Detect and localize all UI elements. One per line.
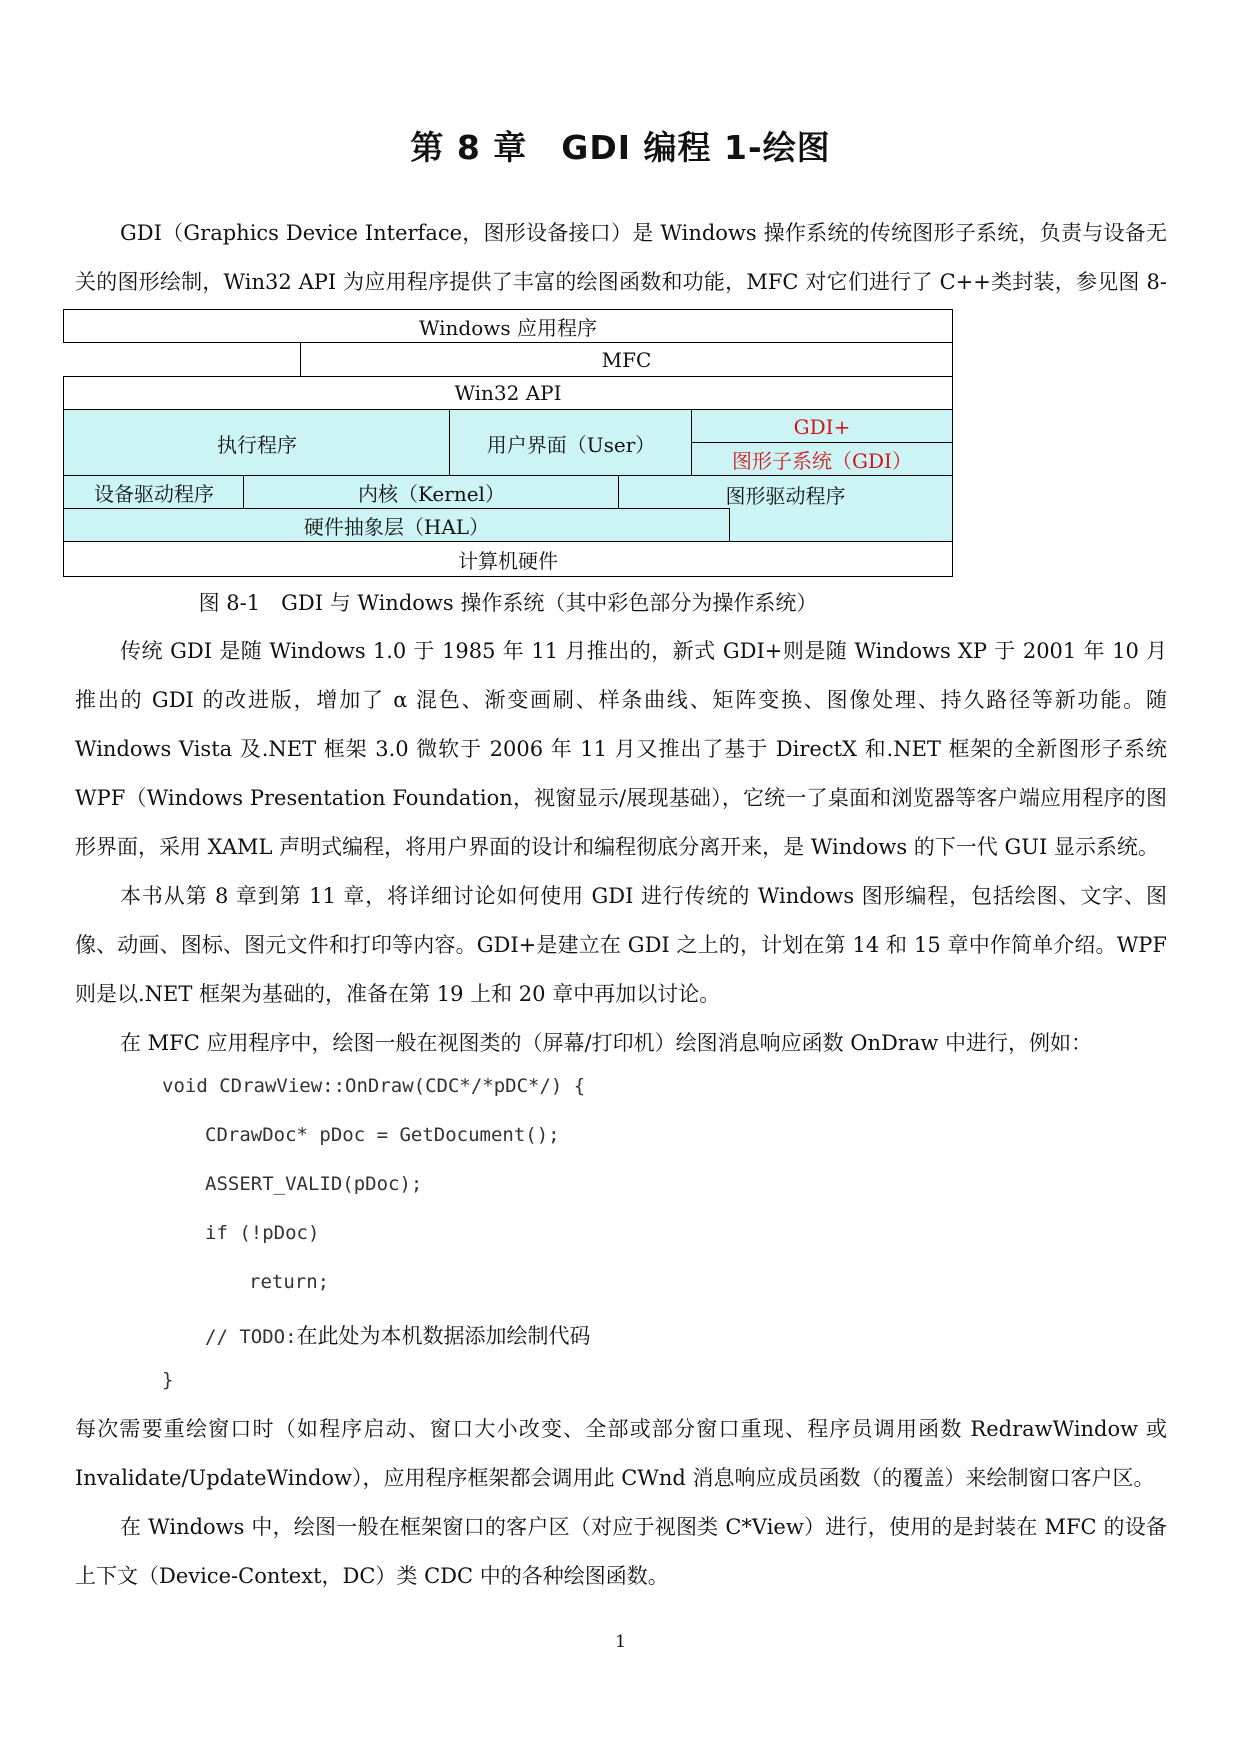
code-line-2: CDrawDoc* pDoc = GetDocument(); xyxy=(205,1124,560,1146)
gdi-plus-layer: GDI+ xyxy=(691,409,953,444)
code-line-4: if (!pDoc) xyxy=(205,1222,320,1244)
code-line-1: void CDrawView::OnDraw(CDC*/*pDC*/) { xyxy=(162,1075,586,1097)
user-interface-layer: 用户界面（User） xyxy=(449,409,693,477)
figure-caption: 图 8-1 GDI 与 Windows 操作系统（其中彩色部分为操作系统） xyxy=(198,591,818,615)
graphics-drivers-layer: 图形驱动程序 xyxy=(618,475,953,543)
kernel-layer: 内核（Kernel） xyxy=(243,475,620,510)
gdi-layer: 图形子系统（GDI） xyxy=(691,442,953,477)
code-comment-marker: // TODO: xyxy=(205,1326,297,1348)
code-line-7: } xyxy=(162,1369,174,1391)
gdi-history-paragraph: 传统 GDI 是随 Windows 1.0 于 1985 年 11 月推出的，新式 GDI+则是随 Windows XP 于 2001 年 10 月推出的 GDI 的改进版，增加了 α 混色、渐变画刷、样条曲线、矩阵变换、图像处理、持久路径等新功能。随 Windows Vista 及.NET 框架 3.0 微软于 2006 年 11 月又推出了基于 DirectX 和.NET 框架的全新图形子系统 WPF（Windows Presentation Foundation，视窗显示/展现基础），它统一了桌面和浏览器等客户端应用程序的图形界面，采用 XAML 声明式编程，将用户界面的设计和编程彻底分离开来，是 Windows 的下一代 GUI 显示系统。 xyxy=(75,639,1167,859)
hardware-layer: 计算机硬件 xyxy=(63,541,953,577)
redraw-paragraph: 每次需要重绘窗口时（如程序启动、窗口大小改变、全部或部分窗口重现、程序员调用函数 RedrawWindow 或 Invalidate/UpdateWindow），应用程序框架都会调用此 CWnd 消息响应成员函数（的覆盖）来绘制窗口客户区。 xyxy=(75,1417,1167,1490)
chapter-title: 第 8 章 GDI 编程 1-绘图 xyxy=(410,128,831,167)
windows-app-layer: Windows 应用程序 xyxy=(63,309,953,343)
gdi-architecture-diagram xyxy=(63,309,953,577)
executive-layer: 执行程序 xyxy=(63,409,451,477)
mfc-layer: MFC xyxy=(300,342,953,377)
code-line-6 xyxy=(205,1320,591,1350)
hal-layer: 硬件抽象层（HAL） xyxy=(63,508,730,543)
code-line-3: ASSERT_VALID(pDoc); xyxy=(205,1173,423,1195)
win32-api-layer: Win32 API xyxy=(63,376,953,410)
code-comment-text: 在此处为本机数据添加绘制代码 xyxy=(296,1324,591,1348)
dc-paragraph: 在 Windows 中，绘图一般在框架窗口的客户区（对应于视图类 C*View）进行，使用的是封装在 MFC 的设备上下文（Device-Context，DC）类 CDC 中的各种绘图函数。 xyxy=(75,1515,1167,1588)
code-line-5: return; xyxy=(249,1271,330,1293)
device-drivers-layer: 设备驱动程序 xyxy=(63,475,245,510)
book-scope-paragraph: 本书从第 8 章到第 11 章，将详细讨论如何使用 GDI 进行传统的 Windows 图形编程，包括绘图、文字、图像、动画、图标、图元文件和打印等内容。GDI+是建立在 GDI 之上的，计划在第 14 和 15 章中作简单介绍。WPF 则是以.NET 框架为基础的，准备在第 19 上和 20 章中再加以讨论。 xyxy=(75,884,1167,1006)
page-number: 1 xyxy=(615,1632,626,1652)
blank-cell xyxy=(63,343,300,377)
intro-paragraph: GDI（Graphics Device Interface，图形设备接口）是 Windows 操作系统的传统图形子系统，负责与设备无关的图形绘制，Win32 API 为应用程序提供了丰富的绘图函数和功能，MFC 对它们进行了 C++类封装，参见图 8- xyxy=(75,221,1167,294)
mfc-ondraw-paragraph: 在 MFC 应用程序中，绘图一般在视图类的（屏幕/打印机）绘图消息响应函数 OnDraw 中进行，例如： xyxy=(120,1031,1093,1055)
